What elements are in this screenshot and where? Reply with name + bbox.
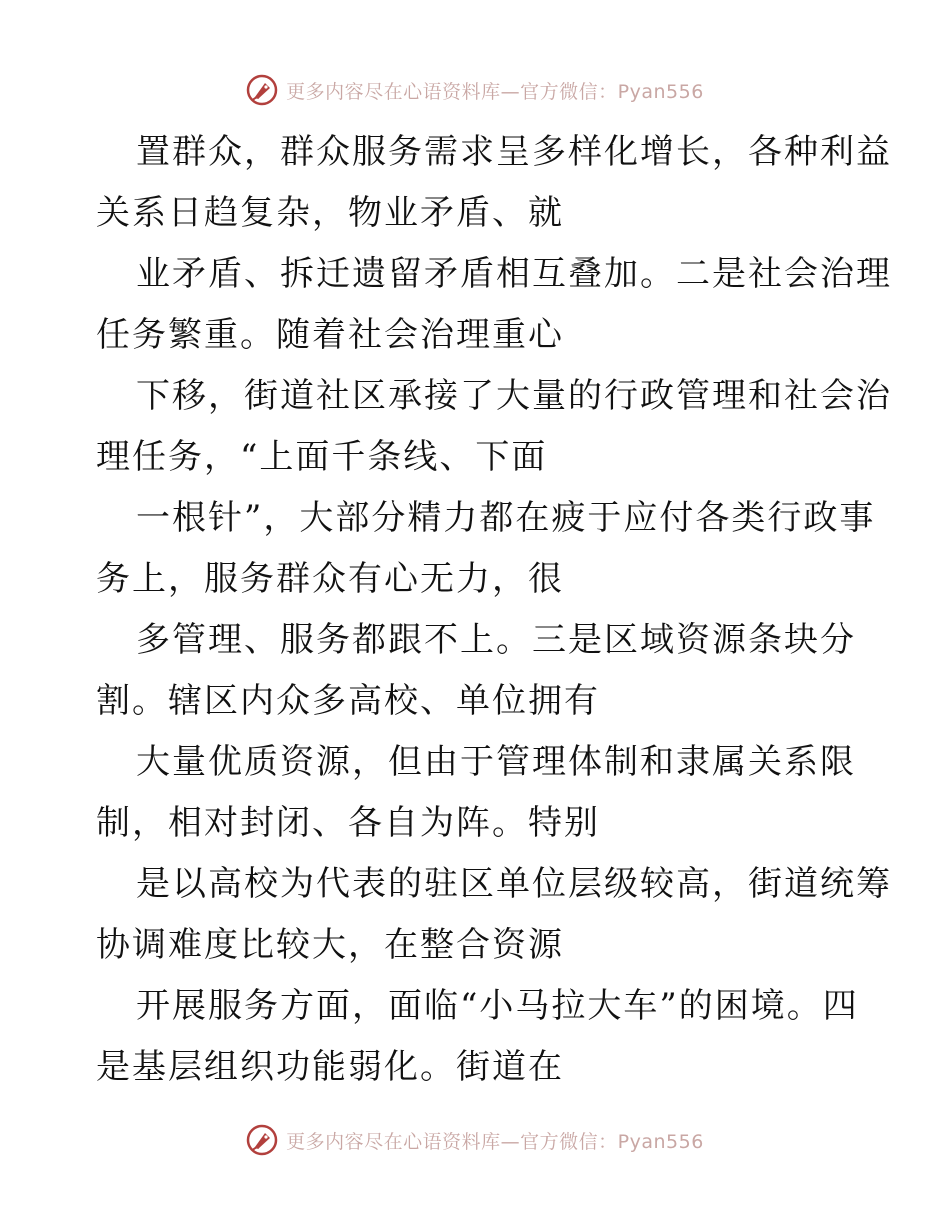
paragraph-1 bbox=[96, 122, 892, 244]
paragraph-8 bbox=[96, 976, 859, 1098]
paragraph-6 bbox=[96, 732, 856, 854]
text-line: 制，相对封闭、各自为阵。特别 bbox=[96, 803, 600, 843]
text-line: 割。辖区内众多高校、单位拥有 bbox=[96, 681, 600, 721]
text-line: 是基层组织功能弱化。街道在 bbox=[96, 1047, 564, 1087]
text-line: 任务繁重。随着社会治理重心 bbox=[96, 315, 564, 355]
text-line: 大量优质资源，但由于管理体制和隶属关系限 bbox=[136, 742, 856, 782]
text-line: 是以高校为代表的驻区单位层级较高，街道统筹 bbox=[136, 864, 892, 904]
text-line: 多管理、服务都跟不上。三是区域资源条块分 bbox=[136, 620, 856, 660]
text-line: 关系日趋复杂，物业矛盾、就 bbox=[96, 193, 564, 233]
text-line: 业矛盾、拆迁遗留矛盾相互叠加。二是社会治理 bbox=[136, 254, 892, 294]
header-banner bbox=[0, 70, 950, 110]
text-line: 理任务，“上面千条线、下面 bbox=[96, 437, 548, 477]
text-line: 下移，街道社区承接了大量的行政管理和社会治 bbox=[136, 376, 892, 416]
document-body bbox=[96, 122, 892, 1098]
text-line: 协调难度比较大，在整合资源 bbox=[96, 925, 564, 965]
paragraph-4 bbox=[96, 488, 876, 610]
footer-banner bbox=[0, 1120, 950, 1160]
paragraph-5 bbox=[96, 610, 856, 732]
text-line: 置群众，群众服务需求呈多样化增长，各种利益 bbox=[136, 132, 892, 172]
pen-nib-seal-icon bbox=[246, 1124, 278, 1156]
paragraph-7 bbox=[96, 854, 892, 976]
paragraph-2 bbox=[96, 244, 892, 366]
text-line: 开展服务方面，面临“小马拉大车”的困境。四 bbox=[136, 986, 859, 1026]
paragraph-3 bbox=[96, 366, 892, 488]
pen-nib-seal-icon bbox=[246, 74, 278, 106]
header-banner-text: 更多内容尽在心语资料库—官方微信：Pyan556 bbox=[286, 80, 704, 103]
text-line: 一根针”，大部分精力都在疲于应付各类行政事 bbox=[136, 498, 876, 538]
footer-banner-text: 更多内容尽在心语资料库—官方微信：Pyan556 bbox=[286, 1130, 704, 1153]
text-line: 务上，服务群众有心无力，很 bbox=[96, 559, 564, 599]
